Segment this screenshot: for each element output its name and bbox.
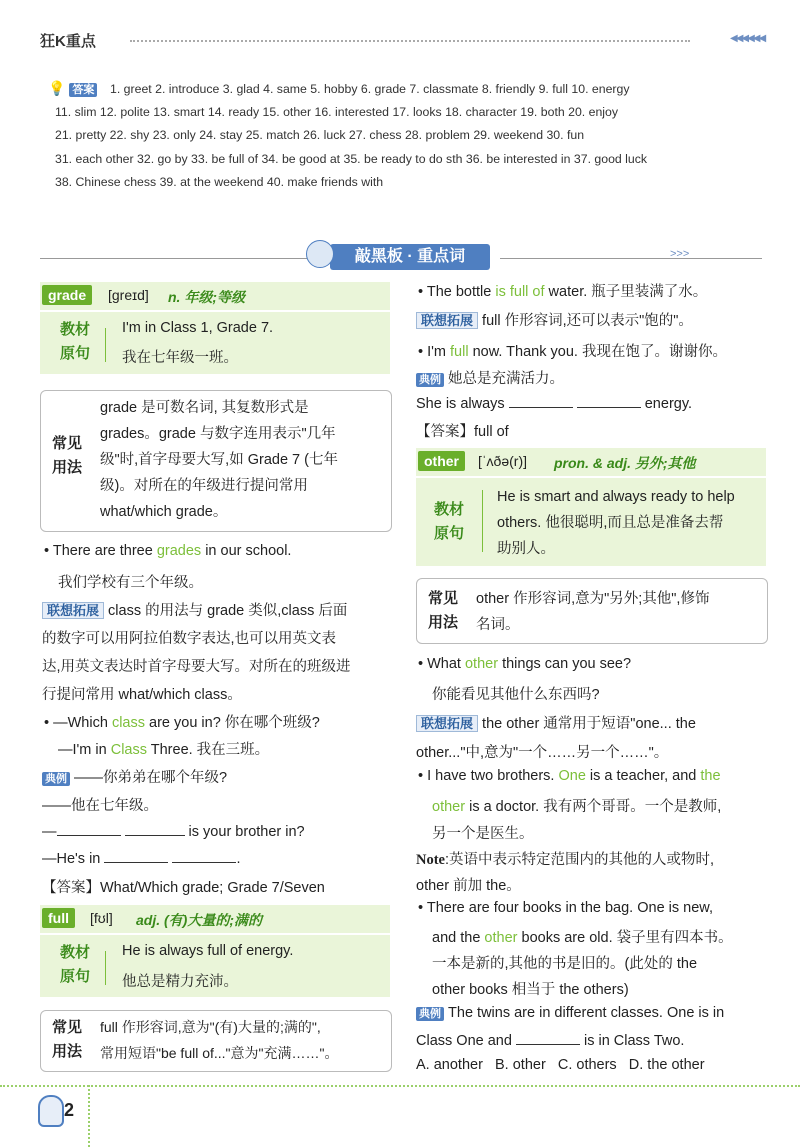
answer-label: 💡 答案 (48, 80, 97, 97)
grade-source-en: I'm in Class 1, Grade 7. (122, 320, 274, 336)
answer-blank[interactable] (172, 849, 236, 863)
grade-usage-text: grade 是可数名词, 其复数形式是 grades。grade 与数字连用表示"几年 级"时,首字母要大写,如 Grade 7 (七年 级)。对所在的年级进行提问常用 what/which grade。 (100, 400, 338, 520)
source-arrow-icon (482, 490, 483, 552)
grade-extension-line: 达,用英文表达时首字母要大写。对所在的班级进 (42, 659, 351, 675)
grade-question-en2: —He's in . (42, 851, 241, 867)
other-example-2: • I have two brothers. One is a teacher, and the (418, 768, 721, 784)
other-note: Note:英语中表示特定范围内的其他的人或物时, (416, 852, 715, 868)
full-question-en: She is always energy. (416, 396, 693, 412)
grade-example-1: • There are three grades in our school. (44, 543, 292, 559)
answer-blank[interactable] (577, 394, 641, 408)
other-source-text: He is smart and always ready to help others. 他很聪明,而且总是准备去帮 助别人。 (497, 489, 735, 557)
other-question-l2: Class One and is in Class Two. (416, 1033, 685, 1049)
full-heading (40, 905, 390, 933)
other-pos: pron. & adj. 另外;其他 (554, 455, 696, 471)
full-example-1: • The bottle is full of water. 瓶子里装满了水。 (418, 284, 708, 300)
full-source-cn: 他总是精力充沛。 (122, 974, 238, 990)
full-answer: 【答案】full of (416, 424, 509, 440)
footer-lightbulb-icon (38, 1095, 64, 1127)
other-source-label: 教材 原句 (434, 501, 465, 542)
footer-dotted-vertical (88, 1085, 90, 1147)
answer-blank[interactable] (125, 822, 185, 836)
grade-example-1-cn: 我们学校有三个年级。 (58, 575, 203, 591)
answer-blank[interactable] (57, 822, 121, 836)
grade-pos: n. 年级;等级 (168, 289, 245, 305)
other-note-l2: other 前加 the。 (416, 878, 521, 894)
footer-dotted-line (0, 1085, 800, 1087)
banner-chevron-icon: >>> (670, 248, 690, 260)
other-pron: [ˈʌðə(r)] (478, 453, 527, 469)
grade-extension-line: 的数字可以用阿拉伯数字表达,也可以用英文表 (42, 631, 337, 647)
full-question: 典例 她总是充满活力。 (416, 367, 564, 388)
header-arrows-icon: ◀◀◀◀◀◀ (730, 33, 765, 44)
other-example-2-l3: 另一个是医生。 (432, 826, 534, 842)
other-heading (416, 448, 766, 476)
grade-word: grade (42, 285, 92, 305)
other-example-1-cn: 你能看见其他什么东西吗? (432, 687, 600, 703)
banner-mascot-icon (306, 240, 334, 268)
grade-example-2a: • —Which class are you in? 你在哪个班级? (44, 715, 320, 731)
grade-question-cn2: ——他在七年级。 (42, 798, 158, 814)
full-source-en: He is always full of energy. (122, 943, 294, 959)
source-arrow-icon (105, 328, 106, 362)
full-usage-text: full 作形容词,意为"(有)大量的;满的", 常用短语"be full of..."意为"充满……"。 (100, 1019, 339, 1061)
other-word: other (418, 451, 465, 471)
answer-blank[interactable] (516, 1031, 580, 1045)
other-usage-label: 常见 用法 (428, 590, 459, 631)
answer-line: 31. each other 32. go by 33. be full of 34. be good at 35. be ready to do sth 36. be interested in 37. good luck (55, 152, 648, 166)
full-word: full (42, 908, 75, 928)
answer-line: 11. slim 12. polite 13. smart 14. ready 15. other 16. interested 17. looks 18. character 19. both 20. enjoy (55, 105, 619, 119)
source-arrow-icon (105, 951, 106, 985)
grade-heading (40, 282, 390, 310)
grade-source-cn: 我在七年级一班。 (122, 350, 238, 366)
grade-question: 典例 ——你弟弟在哪个年级? (42, 766, 227, 787)
answer-line: 21. pretty 22. shy 23. only 24. stay 25. match 26. luck 27. chess 28. problem 29. weekend 30. fun (55, 128, 585, 142)
grade-usage-label: 常见 用法 (52, 435, 83, 476)
other-example-3-l3: 一本是新的,其他的书是旧的。(此处的 the (432, 956, 698, 972)
banner-line-right (500, 258, 762, 259)
other-example-3-l2: and the other books are old. 袋子里有四本书。 (432, 930, 733, 946)
full-usage-label: 常见 用法 (52, 1019, 83, 1060)
full-extension: 联想拓展 full 作形容词,还可以表示"饱的"。 (416, 309, 693, 330)
other-question: 典例 The twins are in different classes. One is in (416, 1005, 724, 1021)
page-number: 2 (64, 1100, 75, 1120)
other-example-3-l4: other books 相当于 the others) (432, 982, 629, 998)
answer-line: 1. greet 2. introduce 3. glad 4. same 5. hobby 6. grade 7. classmate 8. friendly 9. full 10. energy (110, 82, 630, 96)
banner-title: 敲黑板 · 重点词 (330, 244, 490, 270)
grade-extension: 联想拓展 class 的用法与 grade 类似,class 后面 (42, 599, 347, 620)
header-dotted-line (130, 40, 690, 42)
other-usage-text: other 作形容词,意为"另外;其他",修饰 名词。 (476, 591, 710, 633)
other-extension: 联想拓展 the other 通常用于短语"one... the (416, 712, 696, 733)
header-logo: 狂K重点 (40, 33, 96, 50)
grade-extension-line: 行提问常用 what/which class。 (42, 687, 242, 703)
other-extension-line: other..."中,意为"一个……另一个……"。 (416, 745, 669, 761)
answer-line: 38. Chinese chess 39. at the weekend 40. make friends with (55, 175, 384, 189)
full-example-2: • I'm full now. Thank you. 我现在饱了。谢谢你。 (418, 344, 727, 360)
grade-source-label: 教材 原句 (60, 321, 91, 362)
full-source-label: 教材 原句 (60, 944, 91, 985)
grade-answer: 【答案】What/Which grade; Grade 7/Seven (42, 880, 325, 896)
full-pos: adj. (有)大量的;满的 (136, 912, 262, 928)
other-example-2-l2: other is a doctor. 我有两个哥哥。一个是教师, (432, 799, 722, 815)
lightbulb-icon: 💡 (48, 80, 66, 96)
answer-blank[interactable] (104, 849, 168, 863)
grade-pron: [ɡreɪd] (108, 287, 149, 303)
grade-question-en1: — is your brother in? (42, 824, 305, 840)
answer-blank[interactable] (509, 394, 573, 408)
other-example-1: • What other things can you see? (418, 656, 632, 672)
banner-line-left (40, 258, 310, 259)
other-options: A. another B. other C. others D. the other (416, 1057, 705, 1073)
other-example-3: • There are four books in the bag. One is new, (418, 900, 713, 916)
grade-example-2b: —I'm in Class Three. 我在三班。 (58, 742, 270, 758)
full-pron: [fʊl] (90, 910, 113, 926)
